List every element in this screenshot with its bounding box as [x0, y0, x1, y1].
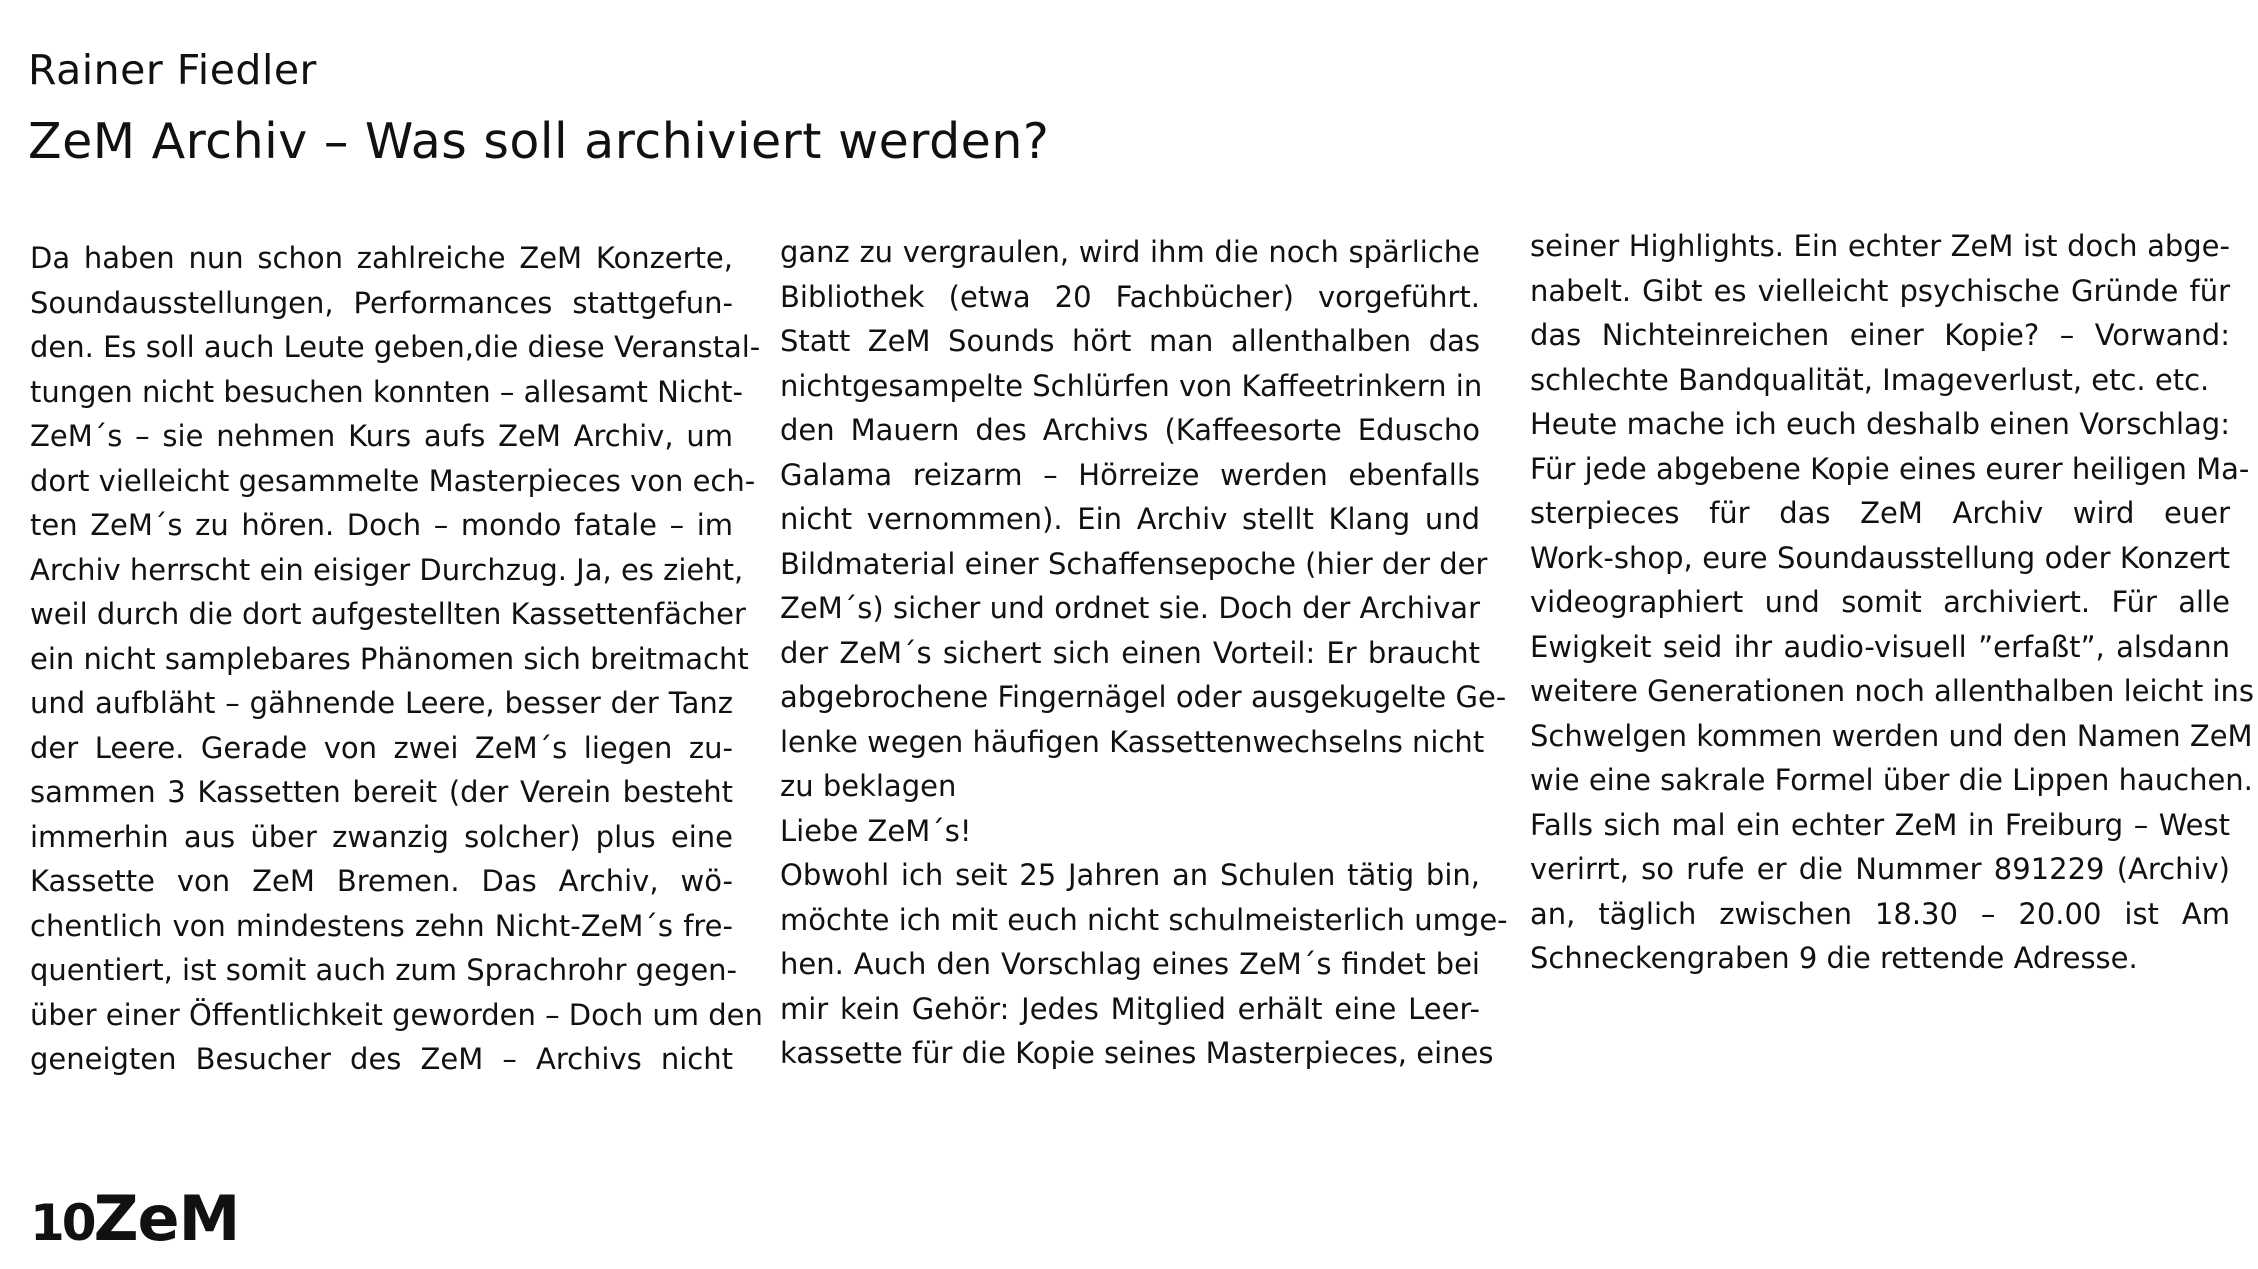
text-line: quentiert, ist somit auch zum Sprachrohr gegen- [30, 953, 738, 987]
text-line: an, täglich zwischen 18.30 – 20.00 ist Am [1530, 896, 2230, 931]
text-line: ZeM´s) sicher und ordnet sie. Doch der Archivar [780, 591, 1480, 625]
text-line: wie eine sakrale Formel über die Lippen hauchen. [1530, 763, 2253, 797]
text-line: nabelt. Gibt es vielleicht psychische Gründe für [1530, 273, 2230, 308]
text-line: geneigten Besucher des ZeM – Archivs nicht [30, 1042, 733, 1076]
text-line: weil durch die dort aufgestellten Kassettenfächer [30, 597, 746, 631]
text-line: der ZeM´s sichert sich einen Vorteil: Er braucht [780, 635, 1480, 670]
text-line: Work-shop, eure Soundausstellung oder Konzert [1530, 540, 2230, 575]
text-line: tungen nicht besuchen konnten – allesamt Nicht- [30, 374, 743, 409]
text-line: Da haben nun schon zahlreiche ZeM Konzerte, [30, 241, 733, 275]
text-line: sammen 3 Kassetten bereit (der Verein besteht [30, 775, 733, 809]
text-line: Schwelgen kommen werden und den Namen ZeM [1530, 718, 2253, 753]
text-line: schlechte Bandqualität, Imageverlust, etc. etc. [1530, 362, 2210, 397]
text-line: ganz zu vergraulen, wird ihm die noch spärliche [780, 235, 1480, 269]
text-line: Statt ZeM Sounds hört man allenthalben das [780, 324, 1480, 358]
text-line: Bibliothek (etwa 20 Fachbücher) vorgeführt. [780, 279, 1480, 314]
text-line: ZeM´s – sie nehmen Kurs aufs ZeM Archiv, um [30, 419, 733, 453]
text-line: Heute mache ich euch deshalb einen Vorschlag: [1530, 407, 2230, 441]
text-column-1 [30, 236, 763, 1082]
text-line: immerhin aus über zwanzig solcher) plus eine [30, 819, 733, 854]
footer-brand: ZeM [93, 1182, 240, 1255]
text-line: sterpieces für das ZeM Archiv wird euer [1530, 496, 2230, 530]
author-name: Rainer Fiedler [28, 46, 317, 94]
text-line: möchte ich mit euch nicht schulmeisterlich umge- [780, 902, 1508, 937]
text-line: Falls sich mal ein echter ZeM in Freiburg – West [1530, 807, 2230, 842]
text-line: über einer Öffentlichkeit geworden – Doch um den [30, 997, 763, 1032]
text-line: zu beklagen [780, 769, 957, 803]
text-line: ein nicht samplebares Phänomen sich breitmacht [30, 641, 749, 676]
text-line: Obwohl ich seit 25 Jahren an Schulen tätig bin, [780, 858, 1480, 892]
text-line: weitere Generationen noch allenthalben leicht ins [1530, 674, 2255, 708]
text-line: Galama reizarm – Hörreize werden ebenfalls [780, 457, 1480, 492]
text-line: der Leere. Gerade von zwei ZeM´s liegen zu- [30, 730, 733, 765]
text-line: lenke wegen häufigen Kassettenwechselns nicht [780, 724, 1485, 759]
text-column-3 [1530, 224, 2255, 981]
text-line: videographiert und somit archiviert. Für alle [1530, 585, 2230, 619]
text-line: Für jede abgebene Kopie eines eurer heiligen Ma- [1530, 451, 2250, 486]
text-line: Soundausstellungen, Performances stattgefun- [30, 285, 733, 320]
text-line: mir kein Gehör: Jedes Mitglied erhält eine Leer- [780, 991, 1480, 1026]
text-line: Bildmaterial einer Schaffensepoche (hier der der [780, 546, 1488, 581]
text-line: chentlich von mindestens zehn Nicht-ZeM´s fre- [30, 908, 733, 943]
text-line: Archiv herrscht ein eisiger Durchzug. Ja, es zieht, [30, 552, 744, 587]
text-line: nicht vernommen). Ein Archiv stellt Klang und [780, 502, 1480, 536]
article-title: ZeM Archiv – Was soll archiviert werden? [28, 113, 1050, 170]
text-line: den. Es soll auch Leute geben,die diese Veranstal- [30, 330, 761, 364]
text-line: hen. Auch den Vorschlag eines ZeM´s findet bei [780, 947, 1480, 981]
text-line: nichtgesampelte Schlürfen von Kaffeetrinkern in [780, 368, 1483, 403]
text-line: Liebe ZeM´s! [780, 813, 972, 848]
text-line: ten ZeM´s zu hören. Doch – mondo fatale – im [30, 508, 733, 542]
text-line: Schneckengraben 9 die rettende Adresse. [1530, 941, 2138, 975]
page-number: 10 [30, 1194, 94, 1252]
text-line: verirrt, so rufe er die Nummer 891229 (Archiv) [1530, 852, 2230, 886]
text-line: das Nichteinreichen einer Kopie? – Vorwand: [1530, 318, 2230, 352]
text-line: dort vielleicht gesammelte Masterpieces von ech- [30, 463, 756, 498]
text-line: Ewigkeit seid ihr audio-visuell ”erfaßt”, alsdann [1530, 629, 2230, 664]
text-line: und aufbläht – gähnende Leere, besser der Tanz [30, 686, 733, 720]
text-line: seiner Highlights. Ein echter ZeM ist doch abge- [1530, 229, 2230, 263]
page-footer [30, 1184, 239, 1258]
text-line: abgebrochene Fingernägel oder ausgekugelte Ge- [780, 680, 1507, 714]
text-line: Kassette von ZeM Bremen. Das Archiv, wö- [30, 864, 733, 898]
text-column-2 [780, 230, 1508, 1076]
text-line: kassette für die Kopie seines Masterpieces, eines [780, 1036, 1494, 1070]
text-line: den Mauern des Archivs (Kaffeesorte Eduscho [780, 413, 1480, 447]
